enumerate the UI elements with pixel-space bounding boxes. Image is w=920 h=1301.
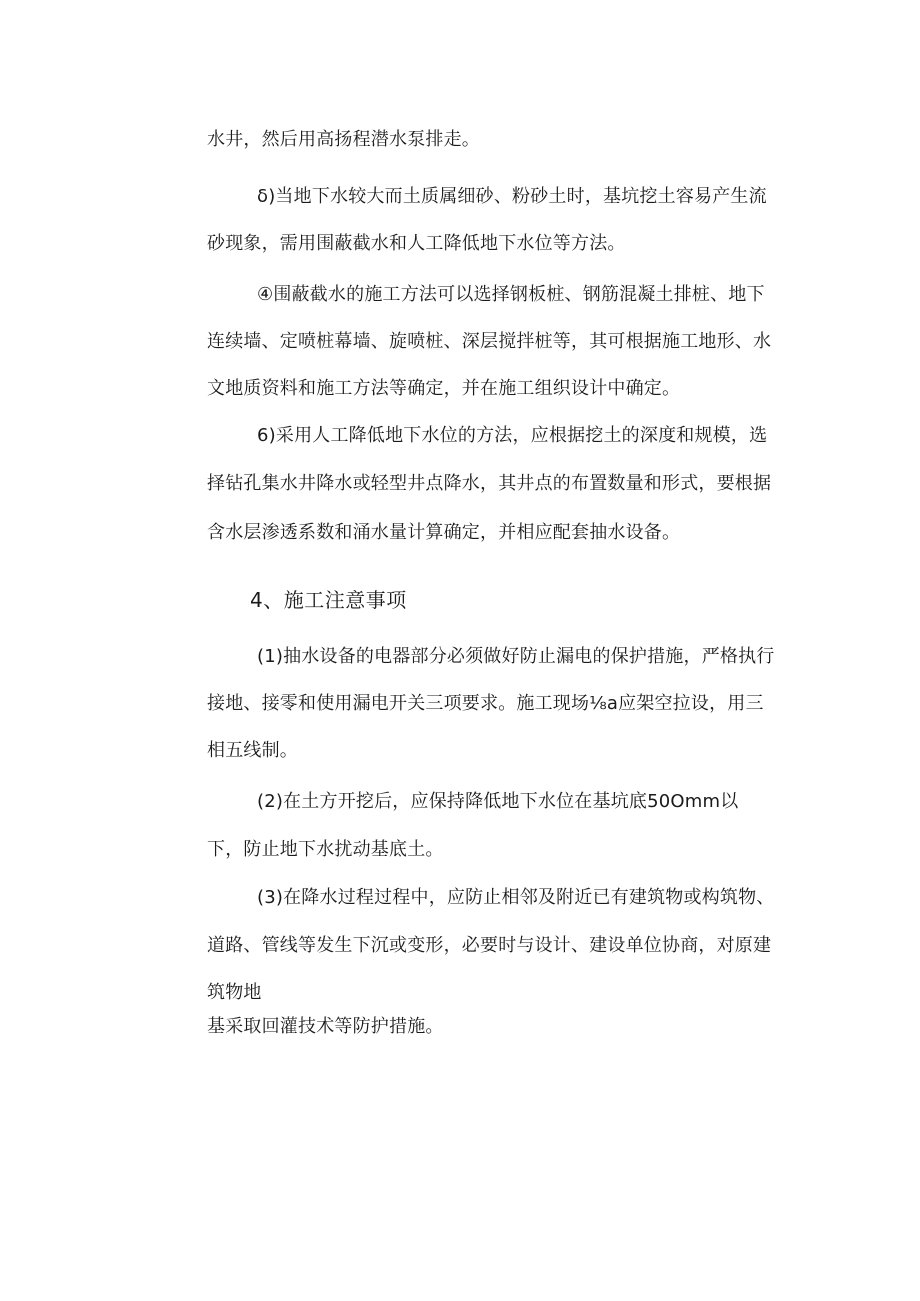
text-line: 择钻孔集水井降水或轻型井点降水，其井点的布置数量和形式，要根据 [207, 473, 772, 494]
text-line: 连续墙、定喷桩幕墙、旋喷桩、深层搅拌桩等，其可根据施工地形、水 [207, 331, 772, 352]
section-heading: 4、施工注意事项 [250, 588, 407, 612]
text-line: 相五线制。 [207, 740, 298, 761]
text-line: 道路、管线等发生下沉或变形，必要时与设计、建设单位协商，对原建 [207, 935, 772, 956]
text-line: 筑物地 [207, 982, 262, 1003]
text-line: 基采取回灌技术等防护措施。 [207, 1016, 444, 1037]
text-line: 含水层渗透系数和涌水量计算确定，并相应配套抽水设备。 [207, 522, 681, 543]
text-line: (2)在土方开挖后，应保持降低地下水位在基坑底50Omm以 [257, 791, 739, 812]
text-line: 砂现象，需用围蔽截水和人工降低地下水位等方法。 [207, 233, 626, 254]
text-line: δ)当地下水较大而土质属细砂、粉砂土时，基坑挖土容易产生流 [257, 186, 767, 207]
text-line: 下，防止地下水扰动基底土。 [207, 839, 444, 860]
text-line: 接地、接零和使用漏电开关三项要求。施工现场⅛a应架空拉设，用三 [207, 693, 764, 714]
text-line: 水井，然后用高扬程潜水泵排走。 [207, 129, 480, 150]
text-line: 6)采用人工降低地下水位的方法，应根据挖土的深度和规模，选 [257, 425, 768, 446]
text-line: (1)抽水设备的电器部分必须做好防止漏电的保护措施，严格执行 [257, 646, 775, 667]
text-line: (3)在降水过程过程中，应防止相邻及附近已有建筑物或构筑物、 [257, 887, 775, 908]
text-line: ④围蔽截水的施工方法可以选择钢板桩、钢筋混凝土排桩、地下 [257, 284, 765, 305]
text-line: 文地质资料和施工方法等确定，并在施工组织设计中确定。 [207, 378, 681, 399]
